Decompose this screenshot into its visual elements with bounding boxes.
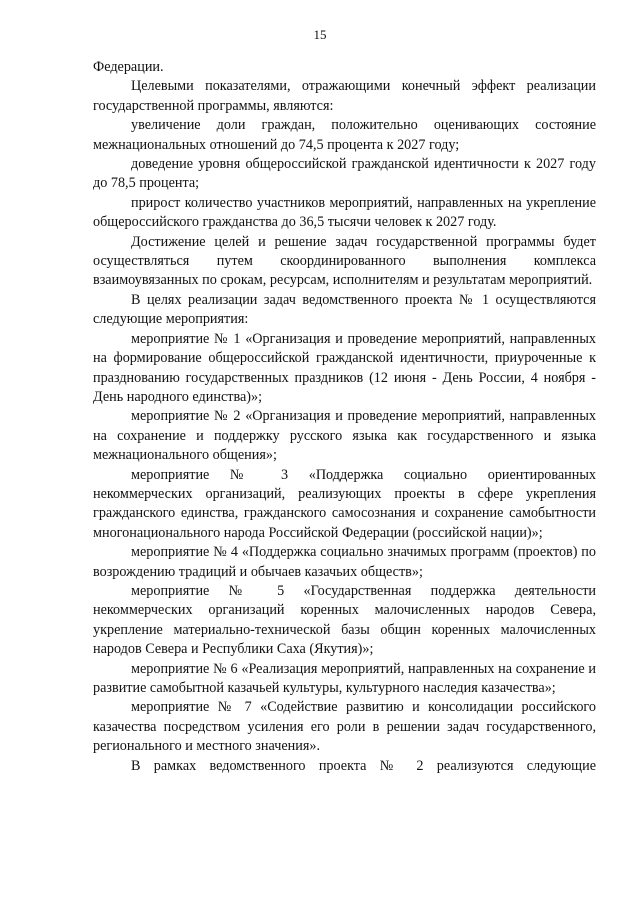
paragraph-goal-achievement: Достижение целей и решение задач государственной программы будет осуществляться путем скоординированного выполнения комплекса взаимоувязанных по срокам, ресурсам, исполнителям и результатам мероприятий. — [93, 233, 596, 289]
paragraph-indicator-identity: доведение уровня общероссийской гражданской идентичности к 2027 году до 78,5 процента; — [93, 156, 596, 192]
paragraph-indicator-relations: увеличение доли граждан, положительно оценивающих состояние межнациональных отношений до 74,5 процента к 2027 году; — [93, 117, 596, 153]
paragraph-project-2-intro: В рамках ведомственного проекта № 2 реализуются следующие — [131, 757, 596, 774]
paragraph-continuation: Федерации. — [93, 59, 164, 75]
paragraph-event-3: мероприятие № 3 «Поддержка социально ориентированных некоммерческих организаций, реализующих проекты в сфере укрепления гражданского единства, гражданского самосознания и сохранение самобытности многонационального народа Российской Федерации (российской нации)»; — [93, 466, 596, 541]
body-text — [93, 58, 596, 776]
paragraph-event-1: мероприятие № 1 «Организация и проведение мероприятий, направленных на формирование общероссийской гражданской идентичности, приуроченные к празднованию государственных праздников (12 июня - День России, 4 ноября - День народного единства)»; — [93, 330, 596, 405]
paragraph-indicator-participants: прирост количество участников мероприятий, направленных на укрепление общероссийского гражданства до 36,5 тысячи человек к 2027 году. — [93, 194, 596, 231]
paragraph-event-5: мероприятие № 5 «Государственная поддержка деятельности некоммерческих организаций коренных малочисленных народов Севера, укрепление материально-технической базы общин коренных малочисленных народов Севера и Республики Саха (Якутия)»; — [93, 582, 596, 658]
paragraph-target-indicators: Целевыми показателями, отражающими конечный эффект реализации государственной программы, являются: — [93, 78, 596, 114]
paragraph-event-2: мероприятие № 2 «Организация и проведение мероприятий, направленных на сохранение и поддержку русского языка как государственного и языка межнационального общения»; — [93, 408, 596, 464]
page-number: 15 — [313, 27, 327, 42]
paragraph-event-4: мероприятие № 4 «Поддержка социально значимых программ (проектов) по возрождению традиций и обычаев казачьих обществ»; — [93, 544, 596, 580]
paragraph-project-1-intro: В целях реализации задач ведомственного проекта № 1 осуществляются следующие мероприятия: — [93, 291, 596, 328]
paragraph-event-7: мероприятие № 7 «Содействие развитию и консолидации российского казачества посредством усиления его роли в решении задач государственного, регионального и местного значения». — [93, 699, 596, 755]
paragraph-event-6: мероприятие № 6 «Реализация мероприятий, направленных на сохранение и развитие самобытной казачьей культуры, культурного наследия казачества»; — [93, 660, 596, 696]
